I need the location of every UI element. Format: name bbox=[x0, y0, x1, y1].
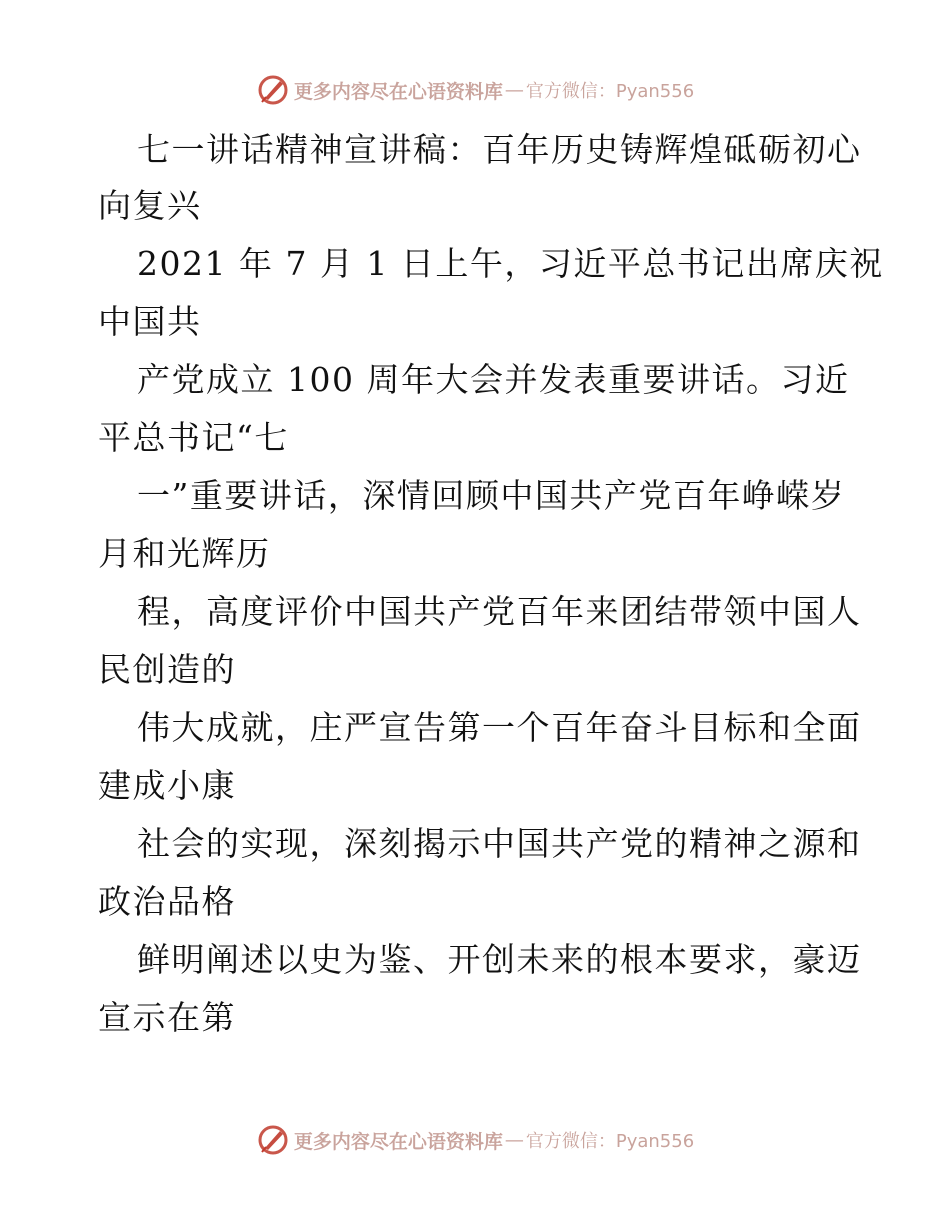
quill-pen-logo-icon bbox=[256, 1123, 290, 1157]
footer-watermark bbox=[0, 1120, 950, 1160]
text-line: 社会的实现，深刻揭示中国共产党的精神之源和 bbox=[137, 824, 862, 863]
text-line: 程，高度评价中国共产党百年来团结带领中国人 bbox=[137, 592, 862, 631]
text-line: 七一讲话精神宣讲稿：百年历史铸辉煌砥砺初心 bbox=[137, 130, 862, 169]
text-line: 2021 年 7 月 1 日上午，习近平总书记出席庆祝 bbox=[137, 244, 884, 283]
text-line: 伟大成就，庄严宣告第一个百年奋斗目标和全面 bbox=[137, 708, 862, 747]
text-line: 平总书记“七 bbox=[98, 418, 289, 457]
watermark-wechat-text: 官方微信：Pyan556 bbox=[525, 1131, 695, 1152]
text-line: 产党成立 100 周年大会并发表重要讲话。习近 bbox=[137, 360, 850, 399]
text-line: 向复兴 bbox=[98, 186, 202, 225]
text-line: 建成小康 bbox=[98, 766, 236, 805]
watermark-wechat-text: 官方微信：Pyan556 bbox=[525, 81, 695, 102]
text-line: 宣示在第 bbox=[98, 998, 236, 1037]
text-line: 鲜明阐述以史为鉴、开创未来的根本要求，豪迈 bbox=[137, 940, 862, 979]
text-line: 月和光辉历 bbox=[98, 534, 271, 573]
quill-pen-logo-icon bbox=[256, 73, 290, 107]
watermark-dash: — bbox=[504, 79, 524, 101]
watermark-site-text: 更多内容尽在心语资料库 bbox=[293, 1130, 503, 1153]
text-line: 政治品格 bbox=[98, 882, 236, 921]
watermark-dash: — bbox=[504, 1129, 524, 1151]
text-line: 民创造的 bbox=[98, 650, 236, 689]
watermark-site-text: 更多内容尽在心语资料库 bbox=[293, 80, 503, 103]
header-watermark bbox=[0, 70, 950, 110]
text-line: 中国共 bbox=[98, 302, 202, 341]
text-line: 一”重要讲话，深情回顾中国共产党百年峥嵘岁 bbox=[137, 476, 846, 515]
